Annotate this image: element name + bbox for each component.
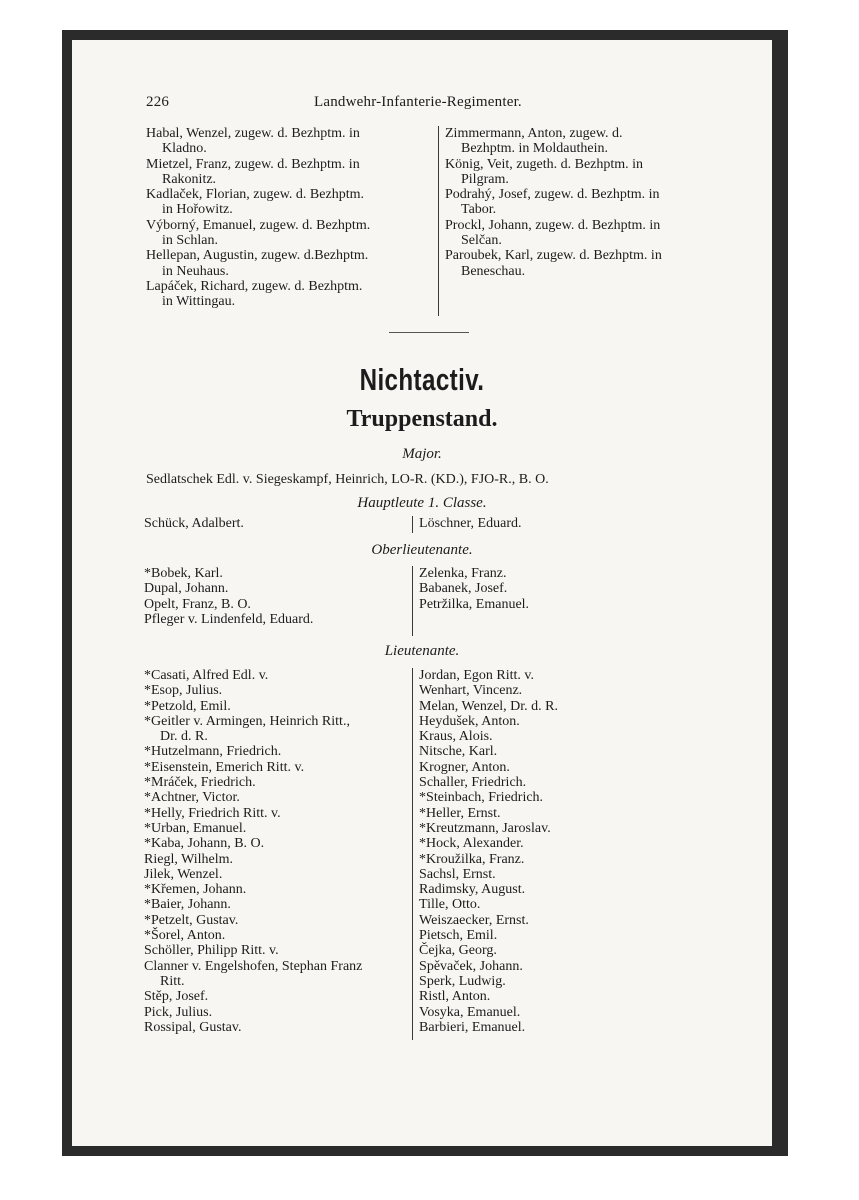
list-item: Schaller, Friedrich. [419, 775, 527, 791]
list-item: Zelenka, Franz. [419, 566, 507, 581]
list-item: Krogner, Anton. [419, 759, 510, 775]
oberlieutenante-left [144, 566, 412, 636]
list-item: Stěp, Josef. [144, 989, 209, 1005]
list-item: *Mráček, Friedrich. [144, 775, 256, 791]
list-item: Kadlaček, Florian, zugew. d. Bezhptm. in Hořowitz. [146, 187, 364, 218]
list-item: Mietzel, Franz, zugew. d. Bezhptm. in Rakonitz. [146, 156, 360, 187]
oberlieutenante-list [144, 566, 644, 636]
list-item: Čejka, Georg. [419, 943, 497, 959]
list-item: Zimmermann, Anton, zugew. d. Bezhptm. in Moldauthein. [445, 126, 623, 157]
list-item: Kraus, Alois. [419, 729, 493, 745]
list-item: Babanek, Josef. [419, 581, 508, 597]
list-item: *Heller, Ernst. [419, 805, 501, 821]
list-item: *Křemen, Johann. [144, 882, 247, 898]
oberlieutenante-right [413, 566, 644, 636]
list-item: Paroubek, Karl, zugew. d. Bezhptm. in Beneschau. [445, 248, 662, 279]
list-item: Tille, Otto. [419, 897, 481, 913]
rank-heading-hauptleute: Hauptleute 1. Classe. [357, 495, 487, 511]
list-item: *Kaba, Johann, B. O. [144, 836, 265, 852]
list-item: Ristl, Anton. [419, 989, 491, 1005]
list-item: *Casati, Alfred Edl. v. [144, 668, 269, 683]
lieutenante-list [144, 668, 644, 1040]
list-item: Hellepan, Augustin, zugew. d.Bezhptm. in Neuhaus. [146, 248, 369, 279]
list-item: Prockl, Johann, zugew. d. Bezhptm. in Selčan. [445, 217, 661, 249]
list-item: Radimsky, August. [419, 882, 526, 898]
list-item: Melan, Wenzel, Dr. d. R. [419, 698, 559, 714]
list-item: *Kroužilka, Franz. [419, 851, 525, 867]
list-item: *Hock, Alexander. [419, 836, 524, 852]
list-item: Podrahý, Josef, zugew. d. Bezhptm. in Tabor. [445, 187, 660, 218]
list-item: Sachsl, Ernst. [419, 866, 496, 882]
list-item: Löschner, Eduard. [419, 516, 522, 531]
page-number: 226 [146, 94, 170, 110]
list-item: Pfleger v. Lindenfeld, Eduard. [144, 611, 314, 627]
list-item: *Geitler v. Armingen, Heinrich Ritt., Dr. d. R. [144, 713, 350, 745]
list-item: *Kreutzmann, Jaroslav. [419, 820, 551, 836]
rank-heading-lieutenante: Lieutenante. [384, 643, 460, 659]
list-item: *Steinbach, Friedrich. [419, 790, 544, 806]
list-item: Habal, Wenzel, zugew. d. Bezhptm. in Kladno. [146, 126, 360, 157]
list-item: *Esop, Julius. [144, 683, 223, 699]
list-item: Opelt, Franz, B. O. [144, 596, 251, 612]
list-item: Vosyka, Emanuel. [419, 1004, 521, 1020]
section-title: Nichtactiv. [359, 362, 485, 397]
rank-heading-major: Major. [402, 446, 442, 462]
list-item: Schöller, Philipp Ritt. v. [144, 943, 279, 959]
list-item: Lapáček, Richard, zugew. d. Bezhptm. in Wittingau. [146, 278, 363, 310]
list-item: *Baier, Johann. [144, 897, 231, 913]
list-item: Sperk, Ludwig. [419, 973, 506, 989]
list-item: Jordan, Egon Ritt. v. [419, 668, 535, 683]
list-item: Weiszaecker, Ernst. [419, 912, 529, 928]
list-item: Heydušek, Anton. [419, 713, 520, 729]
list-item: Jilek, Wenzel. [144, 866, 223, 882]
hauptleute-left [144, 516, 412, 533]
list-item: *Achtner, Victor. [144, 790, 240, 806]
list-item: *Hutzelmann, Friedrich. [144, 744, 282, 760]
running-title: Landwehr-Infanterie-Regimenter. [314, 94, 522, 110]
list-item: Riegl, Wilhelm. [144, 851, 234, 867]
list-item: *Eisenstein, Emerich Ritt. v. [144, 759, 305, 775]
list-item: Rossipal, Gustav. [144, 1019, 242, 1035]
list-item: Pick, Julius. [144, 1004, 213, 1020]
list-item: *Helly, Friedrich Ritt. v. [144, 805, 281, 821]
list-item: Wenhart, Vincenz. [419, 683, 523, 699]
list-item: *Bobek, Karl. [144, 566, 223, 581]
list-item: Schück, Adalbert. [144, 516, 244, 531]
list-item: *Šorel, Anton. [144, 928, 226, 944]
list-item: Petržilka, Emanuel. [419, 596, 530, 612]
list-item: Výborný, Emanuel, zugew. d. Bezhptm. in Schlan. [146, 217, 371, 249]
list-item: Dupal, Johann. [144, 581, 229, 597]
list-item: *Petzelt, Gustav. [144, 912, 239, 928]
major-entry: Sedlatschek Edl. v. Siegeskampf, Heinrich, LO-R. (KD.), FJO-R., B. O. [146, 472, 549, 487]
list-item: König, Veit, zugeth. d. Bezhptm. in Pilgram. [445, 156, 644, 187]
list-item: Barbieri, Emanuel. [419, 1019, 526, 1035]
hauptleute-list [144, 516, 644, 533]
section-rule [389, 332, 469, 333]
list-item: Nitsche, Karl. [419, 744, 498, 760]
district-list-left [146, 126, 438, 316]
list-item: *Petzold, Emil. [144, 698, 231, 714]
list-item: Pietsch, Emil. [419, 928, 498, 944]
lieutenante-right [413, 668, 644, 1040]
hauptleute-right [413, 516, 644, 533]
rank-heading-oberlieutenante: Oberlieutenante. [371, 542, 473, 558]
section-subtitle: Truppenstand. [346, 406, 498, 432]
lieutenante-left [144, 668, 412, 1040]
list-item: Spěvaček, Johann. [419, 958, 523, 974]
list-item: *Urban, Emanuel. [144, 820, 247, 836]
district-list-right [439, 126, 735, 316]
book-page [72, 40, 772, 1146]
district-officers-list [146, 126, 736, 316]
list-item: Clanner v. Engelshofen, Stephan Franz Ritt. [144, 958, 363, 989]
